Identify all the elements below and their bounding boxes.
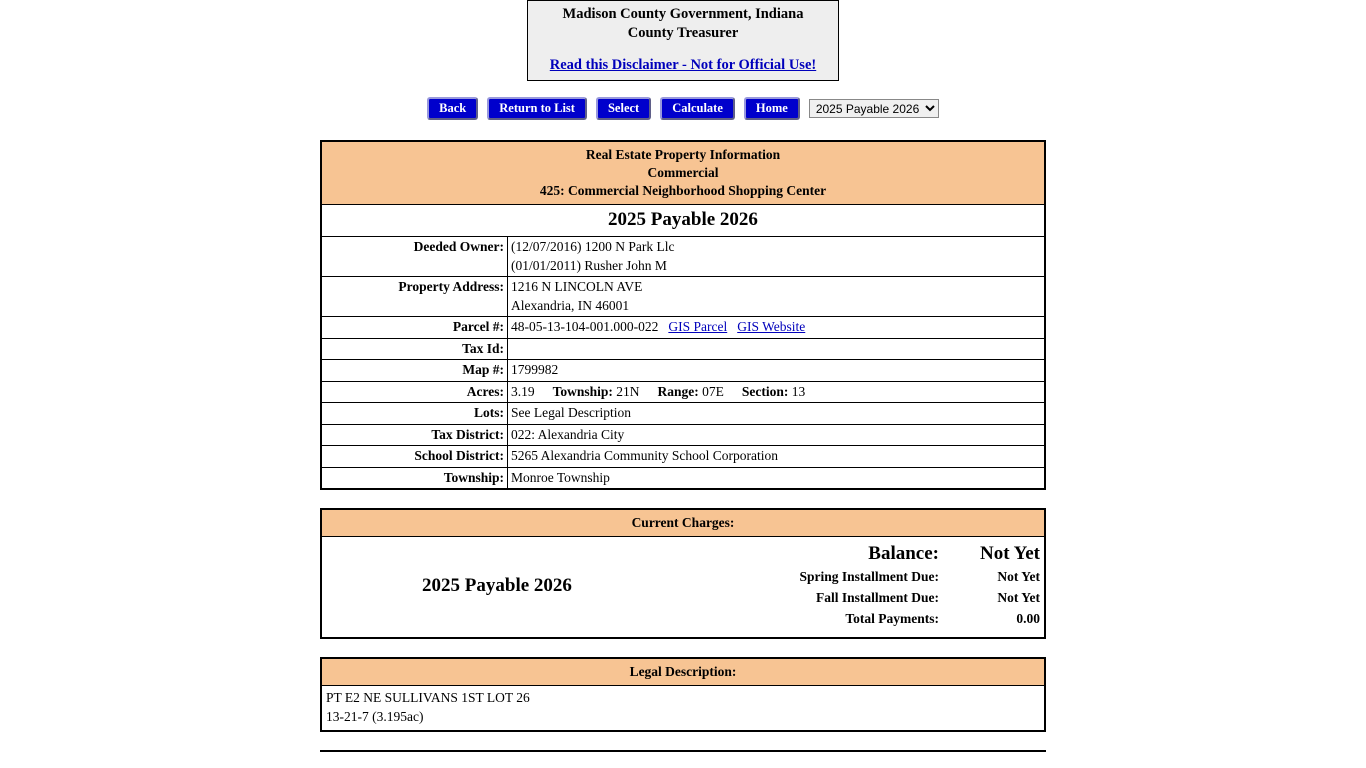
school-district-value: 5265 Alexandria Community School Corporation (508, 446, 1045, 468)
charges-amounts (668, 543, 1040, 629)
tax-district-label: Tax District: (322, 424, 508, 446)
gis-parcel-link[interactable]: GIS Parcel (668, 319, 728, 334)
property-header-line-3: 425: Commercial Neighborhood Shopping Center (539, 183, 827, 198)
total-payments-value: 0.00 (1016, 611, 1040, 626)
table-row (322, 424, 1044, 446)
property-address-value (508, 277, 1045, 317)
deeded-owner-value (508, 237, 1045, 277)
township-label: Township: (322, 467, 508, 488)
deeded-owner-label: Deeded Owner: (322, 237, 508, 277)
deeded-owner-line-2: (01/01/2011) Rusher John M (511, 257, 667, 273)
lots-value: See Legal Description (508, 403, 1045, 425)
tax-district-value: 022: Alexandria City (508, 424, 1045, 446)
table-row (322, 237, 1044, 277)
acres-value: 3.19 (511, 383, 535, 399)
deeded-owner-line-1: (12/07/2016) 1200 N Park Llc (511, 239, 675, 254)
table-row (322, 403, 1044, 425)
property-address-line-2: Alexandria, IN 46001 (511, 297, 630, 313)
fall-installment-label: Fall Installment Due: (816, 590, 939, 605)
balance-label: Balance: (868, 543, 939, 564)
table-row (322, 381, 1044, 403)
township-number-value: 21N (616, 383, 640, 399)
table-row (668, 608, 1040, 629)
legal-description-line-2: 13-21-7 (3.195ac) (326, 709, 424, 724)
section-label: Section: (741, 383, 789, 399)
site-title-line-2: County Treasurer (627, 25, 739, 41)
table-row (322, 277, 1044, 317)
spring-installment-value: Not Yet (997, 569, 1040, 584)
table-row (322, 446, 1044, 468)
return-to-list-button[interactable]: Return to List (487, 97, 587, 120)
table-row (322, 467, 1044, 488)
spacer (0, 490, 1366, 508)
legal-description-line-1: PT E2 NE SULLIVANS 1ST LOT 26 (326, 690, 530, 705)
acres-value-cell (508, 381, 1045, 403)
fall-installment-value: Not Yet (997, 590, 1040, 605)
table-row (668, 587, 1040, 608)
school-district-label: School District: (322, 446, 508, 468)
parcel-value-cell (508, 317, 1045, 339)
total-payments-label: Total Payments: (845, 611, 939, 626)
tax-id-label: Tax Id: (322, 338, 508, 360)
spacer (0, 639, 1366, 657)
acres-label: Acres: (322, 381, 508, 403)
property-panel-header (322, 142, 1044, 205)
select-button[interactable]: Select (596, 97, 651, 120)
property-header-line-2: Commercial (647, 165, 719, 180)
gis-website-link[interactable]: GIS Website (737, 319, 806, 334)
table-row (322, 360, 1044, 382)
current-charges-body (322, 537, 1044, 637)
spring-installment-label: Spring Installment Due: (799, 569, 939, 584)
charges-table (668, 543, 1040, 629)
range-label: Range: (657, 383, 699, 399)
tax-year-select[interactable] (809, 99, 939, 118)
back-button[interactable]: Back (427, 97, 478, 120)
property-address-label: Property Address: (322, 277, 508, 317)
calculate-button[interactable]: Calculate (660, 97, 735, 120)
section-value: 13 (791, 383, 806, 399)
property-address-line-1: 1216 N LINCOLN AVE (511, 279, 643, 294)
charges-year-label: 2025 Payable 2026 (422, 575, 572, 596)
parcel-number: 48-05-13-104-001.000-022 (511, 319, 659, 334)
legal-description-panel (320, 657, 1046, 732)
next-panel-top-edge (320, 750, 1046, 762)
table-row (668, 566, 1040, 587)
legal-description-header: Legal Description: (322, 659, 1044, 686)
site-title-line-1: Madison County Government, Indiana (562, 6, 804, 22)
township-number-label: Township: (552, 383, 613, 399)
table-row (668, 543, 1040, 566)
header (0, 0, 1366, 81)
property-details-table (322, 237, 1044, 488)
property-information-panel (320, 140, 1046, 490)
header-box (527, 0, 839, 81)
tax-id-value (508, 338, 1045, 360)
current-charges-panel (320, 508, 1046, 639)
range-value: 07E (702, 383, 724, 399)
township-value: Monroe Township (508, 467, 1045, 488)
toolbar (0, 97, 1366, 120)
property-header-line-1: Real Estate Property Information (585, 147, 781, 162)
home-button[interactable]: Home (744, 97, 800, 120)
map-number-label: Map #: (322, 360, 508, 382)
map-number-value: 1799982 (508, 360, 1045, 382)
legal-description-body (322, 686, 1044, 730)
table-row (322, 317, 1044, 339)
lots-label: Lots: (322, 403, 508, 425)
current-charges-header: Current Charges: (322, 510, 1044, 537)
balance-value: Not Yet (980, 543, 1040, 564)
table-row (322, 338, 1044, 360)
disclaimer-link[interactable]: Read this Disclaimer - Not for Official Use! (549, 57, 817, 73)
parcel-label: Parcel #: (322, 317, 508, 339)
property-year-subheader: 2025 Payable 2026 (322, 205, 1044, 237)
